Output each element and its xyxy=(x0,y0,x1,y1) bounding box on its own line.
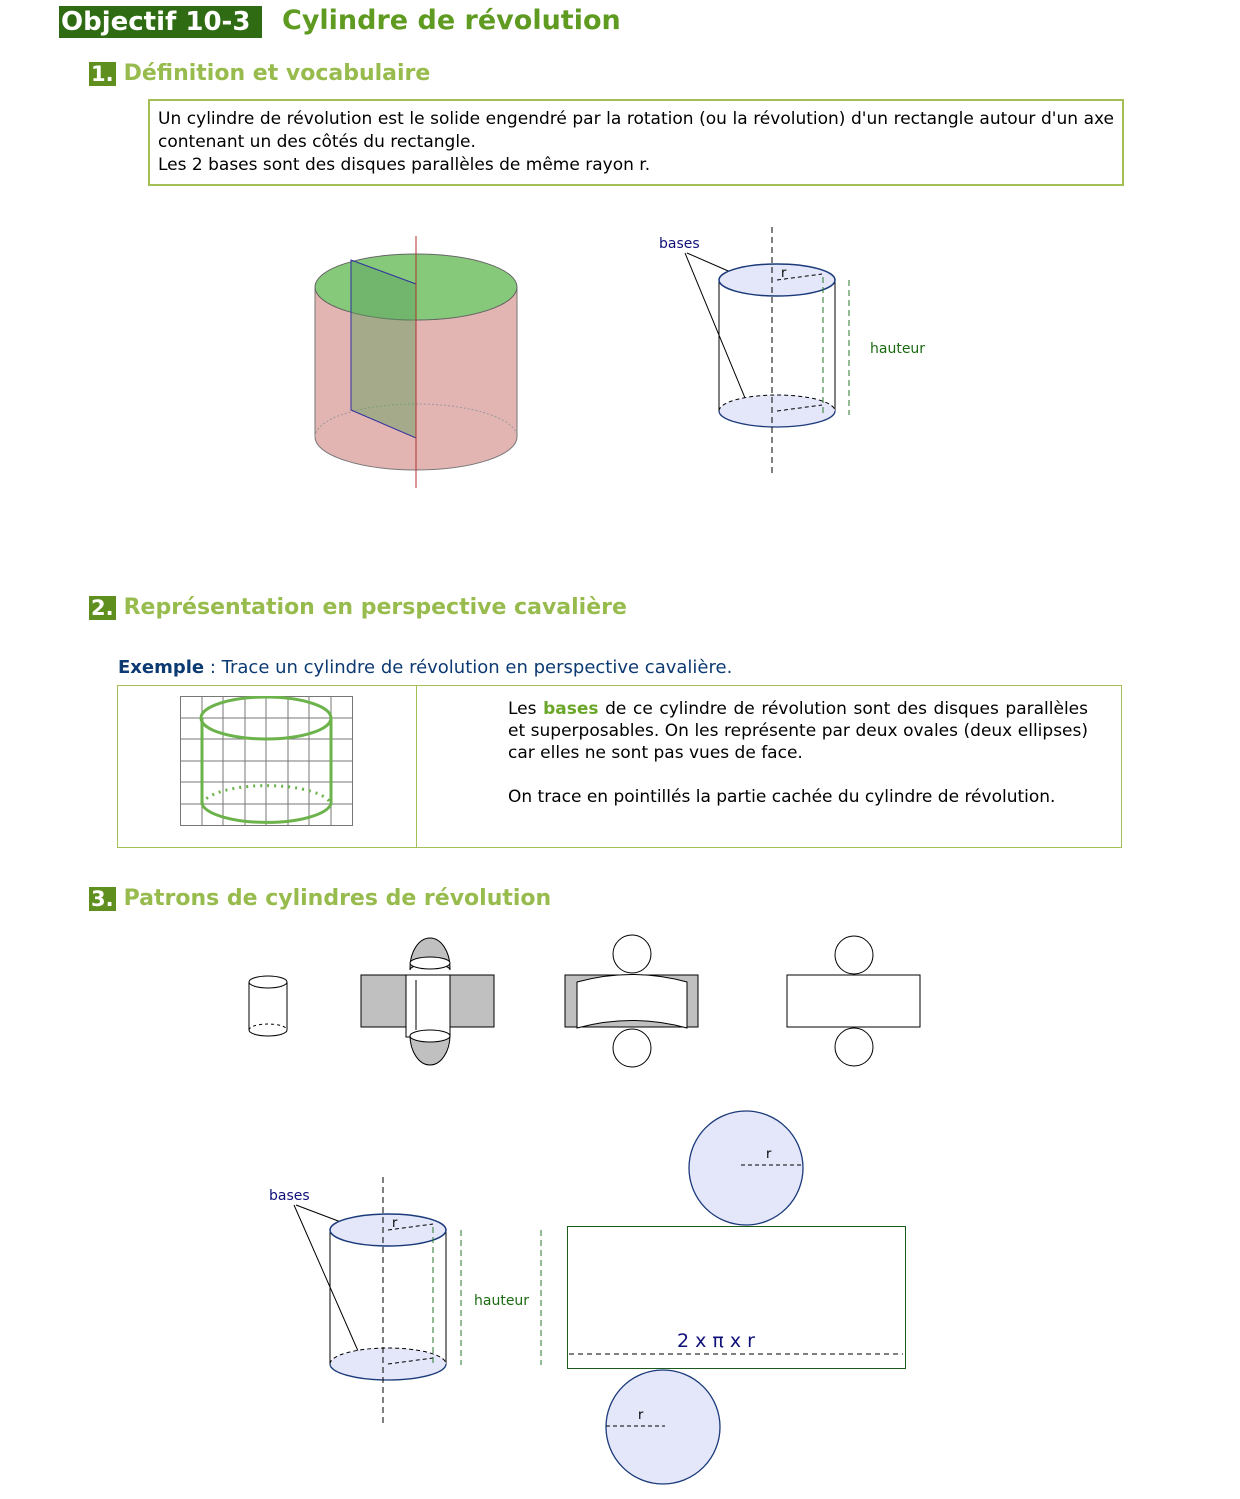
top-base-circle xyxy=(689,1111,803,1225)
section-3-heading xyxy=(89,886,551,912)
example-paragraph-2: On trace en pointillés la partie cachée du cylindre de révolution. xyxy=(508,787,1056,807)
example-label: Exemple xyxy=(118,657,205,678)
bases-highlight: bases xyxy=(543,699,599,719)
bottom-circle-radius-label: r xyxy=(638,1408,644,1423)
section-3-number: 3. xyxy=(91,887,114,911)
height-label: hauteur xyxy=(870,341,926,357)
unfolding-step-1 xyxy=(361,938,494,1065)
net-unfolding-sequence xyxy=(240,930,940,1075)
square-grid xyxy=(180,696,353,826)
radius-label: r xyxy=(781,266,787,281)
section-2-number: 2. xyxy=(91,596,114,620)
rotating-rectangle xyxy=(351,260,416,438)
page-title: Cylindre de révolution xyxy=(282,5,621,36)
perimeter-label: 2 x π x r xyxy=(677,1330,755,1352)
section-1-title: Définition et vocabulaire xyxy=(123,61,431,86)
definition-bases-text: Les 2 bases sont des disques parallèles de même rayon r. xyxy=(158,155,651,175)
cylinder-net-diagram xyxy=(560,1105,920,1490)
p1-end: de ce cylindre de révolution sont des disques parallèles et superposables. On les représente par deux ovales (deux ellipses) car elles ne sont pas vues de face. xyxy=(508,699,1088,763)
example-instruction xyxy=(118,656,732,680)
flat-net xyxy=(787,936,920,1066)
bottom-base-circle xyxy=(606,1370,720,1484)
radius-label-2: r xyxy=(392,1216,398,1231)
section-1-number: 1. xyxy=(91,62,114,86)
example-explanation xyxy=(508,698,1088,830)
revolution-cylinder-figure xyxy=(300,230,540,495)
definition-text: Un cylindre de révolution est le solide engendré par la rotation (ou la révolution) d'un rectangle autour d'un axe contenant un des côtés du rectangle. xyxy=(158,109,1114,152)
section-2-heading xyxy=(89,595,627,621)
section-3-title: Patrons de cylindres de révolution xyxy=(123,886,552,911)
bases-label: bases xyxy=(659,236,700,252)
top-circle-radius-label: r xyxy=(766,1147,772,1162)
section-1-heading xyxy=(89,61,430,87)
bases-label-2: bases xyxy=(269,1188,310,1204)
example-instruction-text: : Trace un cylindre de révolution en perspective cavalière. xyxy=(204,657,733,678)
small-cylinder xyxy=(249,976,287,1036)
definition-box xyxy=(148,99,1124,186)
objective-badge: Objectif 10-3 xyxy=(59,6,262,38)
p1-start: Les xyxy=(508,699,544,719)
example-table-divider xyxy=(416,686,417,847)
height-label-2: hauteur xyxy=(474,1293,530,1309)
section-2-title: Représentation en perspective cavalière xyxy=(123,595,627,620)
labeled-cylinder-figure xyxy=(650,225,950,480)
labeled-cylinder-figure-2 xyxy=(262,1175,552,1430)
example-paragraph-1 xyxy=(508,698,1088,764)
unfolding-step-2 xyxy=(565,935,698,1067)
grid-cylinder-figure xyxy=(180,696,354,827)
